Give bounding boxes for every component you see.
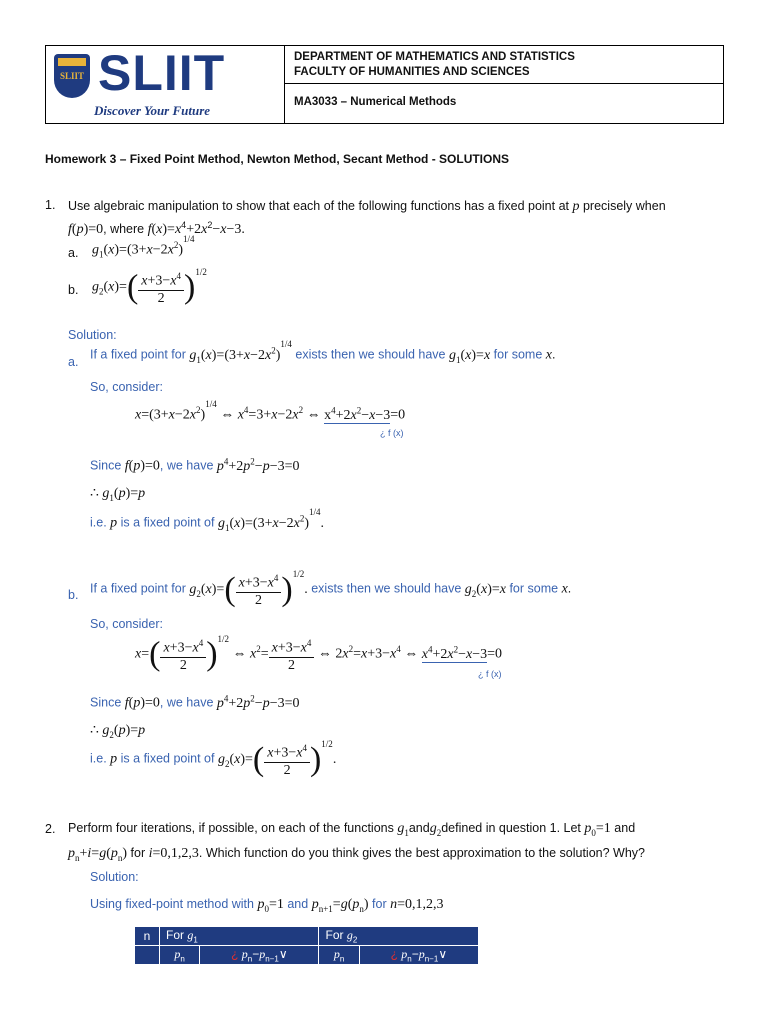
so-consider-a: So, consider: xyxy=(90,380,163,394)
sol-b-label: b. xyxy=(68,588,79,602)
header-n: n xyxy=(135,927,160,946)
logo-tagline: Discover Your Future xyxy=(94,103,211,118)
department-title: DEPARTMENT OF MATHEMATICS AND STATISTICS xyxy=(294,51,575,63)
table-header-row xyxy=(135,927,479,946)
header-g1: For $g_1$ xyxy=(160,927,319,946)
cell-diff-1: ¿ $p_n-p_{n-1}\vee$ xyxy=(200,946,319,965)
q1-number: 1. xyxy=(45,198,56,212)
underbrace-b: ¿ f (x) xyxy=(478,669,502,679)
course-title: MA3033 – Numerical Methods xyxy=(294,96,457,108)
logo-text: SLIIT xyxy=(98,45,226,101)
iteration-table xyxy=(134,926,479,965)
q1-a-label: a. xyxy=(68,246,79,260)
q1-text: Use algebraic manipulation to show that each of the following functions has a fixed point at p precisely when f(p)=0, where $f(x)=x^4+2x^2-x-3$. xyxy=(68,199,666,238)
sol-a-label: a. xyxy=(68,355,79,369)
q2-text: Perform four iterations, if possible, on each of the functions $g_1andg_2defined$ in question 1. Let $p_0=1$ and $p_n+i=g(p_n)$ for i=0,1,2,3. Which function do you think gives the best approximation to the solution? Why? xyxy=(68,821,645,863)
so-consider-b: So, consider: xyxy=(90,617,163,631)
cell-empty xyxy=(135,946,160,965)
header-g2: For $g_2$ xyxy=(319,927,479,946)
table-subheader-row xyxy=(135,946,479,965)
since-a: Since f(p)=0, we have $p^4+2p^2-p-3=0$ xyxy=(90,456,300,474)
q1-b-label: b. xyxy=(68,283,79,297)
ie-b: i.e. p is a fixed point of $g_2(x)=$( $\frac{x+3-x^4}{2}$ )$^{1/2}$. xyxy=(90,738,337,778)
therefore-a: ∴ $g_1(p)=p$ xyxy=(90,486,146,503)
q1-a-formula: $g_1(x)=(3+x-2x^2)^{1/4}$ xyxy=(92,234,195,260)
sol-b-equation: x=( $\frac{x+3-x^4}{2}$ )$^{1/2}$ ⇔ $x^2=$ $\frac{x+3-x^4}{2}$ ⇔ $2x^2=x+3-x^4$ ⇔ $x^4+2x^2-x-3=0$ xyxy=(135,633,503,673)
sol-b-line: If a fixed point for $g_2(x)=$( $\frac{x+3-x^4}{2}$ )$^{1/2}$. exists then we should have $g_2(x)=x$ for some x. xyxy=(90,568,572,608)
q2-using: Using fixed-point method with $p_0=1$ and $p_{n+1}=g(p_n)$ for n=0,1,2,3 xyxy=(90,897,444,914)
page-title: Homework 3 – Fixed Point Method, Newton Method, Secant Method - SOLUTIONS xyxy=(45,152,510,166)
therefore-b: ∴ $g_2(p)=p$ xyxy=(90,723,146,740)
sol-a-line: If a fixed point for $g_1(x)=(3+x-2x^2)^{1/4}$ exists then we should have $g_1(x)=x$ for some x. xyxy=(90,339,556,365)
since-b: Since f(p)=0, we have $p^4+2p^2-p-3=0$ xyxy=(90,693,300,711)
faculty-title: FACULTY OF HUMANITIES AND SCIENCES xyxy=(294,66,530,78)
q2-solution-label: Solution: xyxy=(90,870,139,884)
crest-text: SLIIT xyxy=(59,71,85,81)
cell-pn-2: $p_n$ xyxy=(319,946,359,965)
cell-diff-2: ¿ $p_n-p_{n-1}\vee$ xyxy=(359,946,478,965)
sol-a-equation: $x=(3+x-2x^2)^{1/4}$ ⇔ $x^4=3+x-2x^2$ ⇔ $x^4+2x^2-x-3=0$ xyxy=(135,399,406,423)
underbrace-a: ¿ f (x) xyxy=(380,428,404,438)
header-table xyxy=(45,45,724,124)
q1-b-formula: $g_2(x)=$( $\frac{x+3-x^4}{2}$ )$^{1/2}$ xyxy=(92,266,207,306)
q2-number: 2. xyxy=(45,822,56,836)
crest-icon xyxy=(54,54,90,98)
cell-pn-1: $p_n$ xyxy=(160,946,200,965)
logo-cell xyxy=(46,46,285,123)
q1-solution-label: Solution: xyxy=(68,328,117,342)
ie-a: i.e. p is a fixed point of $g_1(x)=(3+x-2x^2)^{1/4}$. xyxy=(90,507,324,533)
